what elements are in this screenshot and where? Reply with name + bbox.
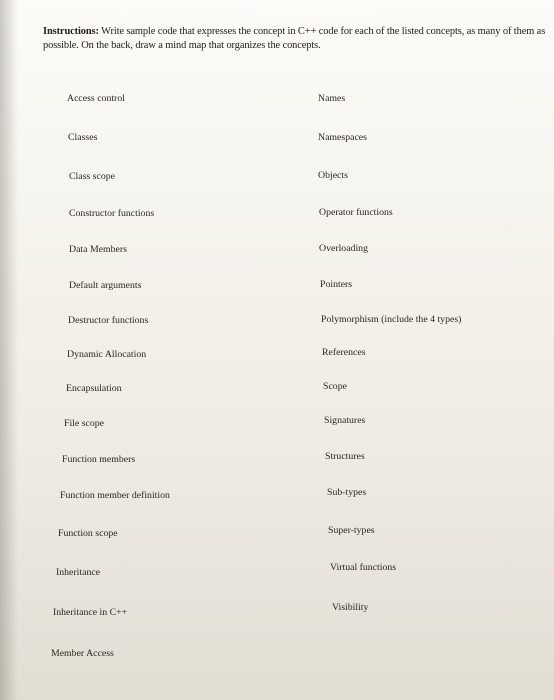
concept-default-arguments: Default arguments bbox=[69, 280, 142, 291]
concept-sub-types: Sub-types bbox=[327, 487, 367, 498]
concept-virtual-functions: Virtual functions bbox=[330, 562, 397, 573]
concept-operator-functions: Operator functions bbox=[319, 207, 393, 218]
concept-polymorphism: Polymorphism (include the 4 types) bbox=[321, 314, 462, 325]
concept-destructor-functions: Destructor functions bbox=[68, 315, 149, 326]
concept-classes: Classes bbox=[68, 132, 98, 143]
page-shadow bbox=[0, 0, 18, 700]
concept-inheritance: Inheritance bbox=[56, 567, 101, 578]
concept-file-scope: File scope bbox=[64, 418, 104, 429]
concept-function-member-definition: Function member definition bbox=[60, 490, 170, 501]
concept-function-scope: Function scope bbox=[58, 528, 118, 539]
concept-inheritance-in-cpp: Inheritance in C++ bbox=[53, 607, 128, 618]
concept-references: References bbox=[322, 347, 366, 358]
concept-overloading: Overloading bbox=[319, 243, 368, 254]
concept-signatures: Signatures bbox=[324, 415, 366, 426]
concept-function-members: Function members bbox=[62, 454, 136, 465]
concept-objects: Objects bbox=[318, 170, 348, 181]
instructions-text: Write sample code that expresses the concept in C++ code for each of the listed concepts, as many of them as possible. On the back, draw a mind map that organizes the concepts. bbox=[43, 26, 546, 51]
concept-scope: Scope bbox=[323, 381, 347, 392]
concept-constructor-functions: Constructor functions bbox=[69, 208, 155, 219]
concept-visibility: Visibility bbox=[332, 602, 369, 613]
concept-class-scope: Class scope bbox=[69, 171, 115, 182]
concept-dynamic-allocation: Dynamic Allocation bbox=[67, 349, 147, 360]
concept-names: Names bbox=[318, 93, 346, 104]
concept-namespaces: Namespaces bbox=[318, 132, 367, 143]
concept-encapsulation: Encapsulation bbox=[66, 383, 122, 394]
instructions-paragraph bbox=[43, 25, 548, 53]
instructions-label: Instructions: bbox=[43, 26, 99, 37]
concept-data-members: Data Members bbox=[69, 244, 127, 255]
concept-super-types: Super-types bbox=[328, 525, 375, 536]
concept-pointers: Pointers bbox=[320, 279, 353, 290]
concept-structures: Structures bbox=[325, 451, 365, 462]
concept-member-access: Member Access bbox=[51, 648, 114, 659]
concept-access-control: Access control bbox=[67, 93, 125, 104]
